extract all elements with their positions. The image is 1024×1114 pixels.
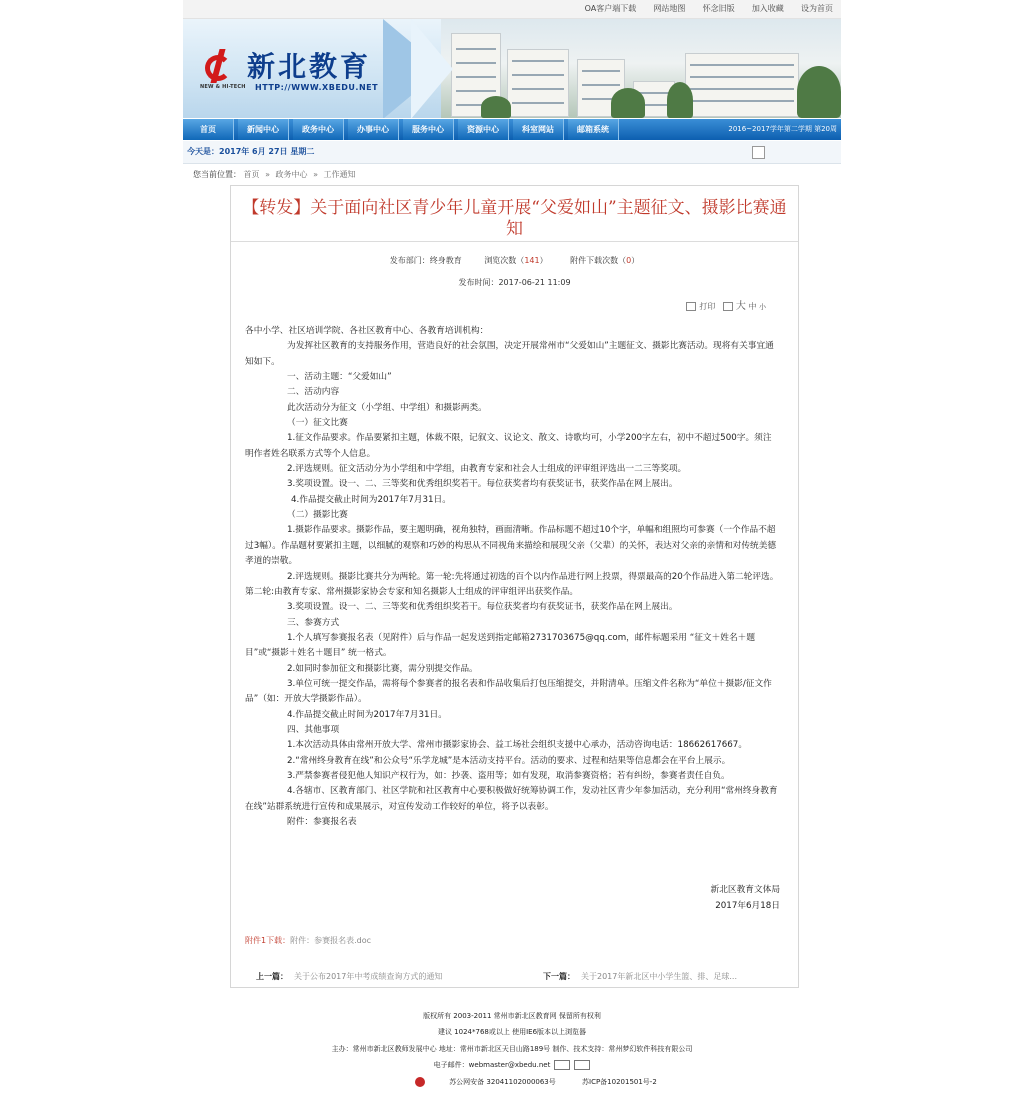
- footer-sponsor: 主办：常州市新北区教师发展中心 地址：常州市新北区天目山路189号 制作、技术支持：常州梦幻软件科技有限公司: [331, 1044, 693, 1053]
- paragraph: 1.摄影作品要求。摄影作品，要主题明确，视角独特，画面清晰。作品标题不超过10个字，单幅和组照均可参赛（一个作品不超过3幅）。作品题材要紧扣主题，以细腻的观察和巧妙的构思从不同视角来描绘和展现父亲（父辈）的关怀，表达对父亲的亲情和对传统美德孝道的崇敬。: [245, 525, 777, 567]
- paragraph: 3.严禁参赛者侵犯他人知识产权行为，如：抄袭、盗用等；如有发现，取消参赛资格；若有纠纷，参赛者责任自负。: [287, 770, 730, 781]
- nav-service-center[interactable]: 服务中心: [403, 119, 454, 140]
- paragraph: 2.评选规则。征文活动分为小学组和中学组，由教育专家和社会人士组成的评审组评选出一二三等奖项。: [287, 464, 687, 475]
- paragraph: 一、活动主题：“父爱如山”: [287, 372, 392, 383]
- next-article-link[interactable]: 关于2017年新北区中小学生篮、排、足球...: [581, 972, 737, 981]
- toplink-oa-download[interactable]: OA客户端下载: [584, 4, 637, 13]
- nav-news[interactable]: 新闻中心: [238, 119, 289, 140]
- font-size-medium[interactable]: 中: [748, 302, 757, 311]
- nav-services-office[interactable]: 办事中心: [348, 119, 399, 140]
- breadcrumb-work-notice[interactable]: 工作通知: [323, 170, 356, 179]
- site-logo-title[interactable]: 新北教育: [247, 50, 372, 83]
- nav-department-sites[interactable]: 科室网站: [513, 119, 564, 140]
- printer-icon[interactable]: [686, 302, 696, 311]
- prev-article-link[interactable]: 关于公布2017年中考成绩查询方式的通知: [294, 972, 443, 981]
- today-date: 今天是：2017年 6月 27日 星期二: [187, 147, 315, 156]
- nav-resources[interactable]: 资源中心: [458, 119, 509, 140]
- campus-photo: [441, 19, 841, 118]
- paragraph: 1.本次活动具体由常州开放大学、常州市摄影家协会、益工场社会组织支援中心承办，活动咨询电话：18662617667。: [287, 740, 748, 751]
- paragraph: 3.奖项设置。设一、二、三等奖和优秀组织奖若干。每位获奖者均有获奖证书，获奖作品在网上展出。: [287, 602, 678, 613]
- footer-copyright: 版权所有 2003-2011 常州市新北区教育网 保留所有权利: [423, 1012, 601, 1020]
- top-links-bar: [183, 0, 841, 19]
- nav-mail-system[interactable]: 邮箱系统: [568, 119, 619, 140]
- paragraph: 各中小学、社区培训学院、各社区教育中心、各教育培训机构：: [245, 326, 489, 336]
- breadcrumb-label: 您当前位置：: [193, 170, 241, 179]
- logo-icon: [205, 49, 235, 89]
- prev-article: 上一篇： 关于公布2017年中考成绩查询方式的通知: [256, 972, 443, 981]
- toplink-add-favorite[interactable]: 加入收藏: [751, 4, 784, 13]
- article-title: 【转发】关于面向社区青少年儿童开展“父爱如山”主题征文、摄影比赛通知: [242, 198, 787, 239]
- main-nav: [183, 119, 841, 140]
- stats-badge-icon[interactable]: [574, 1060, 590, 1070]
- font-size-small[interactable]: 小: [759, 303, 766, 311]
- footer-email-row: [0, 1057, 1024, 1073]
- attachment: [245, 935, 371, 946]
- paragraph: 2.如同时参加征文和摄影比赛，需分别提交作品。: [287, 663, 478, 674]
- police-badge-icon: [415, 1077, 425, 1087]
- footer: [0, 1008, 1024, 1090]
- date-bar: [183, 141, 841, 164]
- chevron-right-icon: »: [265, 170, 270, 179]
- logo-subtitle: NEW & HI-TECH: [200, 84, 246, 90]
- publish-time: 发布时间：2017-06-21 11:09: [458, 278, 571, 287]
- view-count: 浏览次数（141）: [484, 256, 548, 265]
- header-banner: [183, 19, 841, 118]
- police-record-link[interactable]: 苏公网安备 32041102000063号: [449, 1077, 556, 1086]
- publish-department: 发布部门：终身教育: [389, 256, 462, 265]
- print-button[interactable]: 打印: [699, 302, 716, 311]
- chevron-right-icon: »: [313, 170, 318, 179]
- nav-government[interactable]: 政务中心: [293, 119, 344, 140]
- paragraph: 4.作品提交截止时间为2017年7月31日。: [287, 709, 447, 720]
- paragraph: 1.个人填写参赛报名表（见附件）后与作品一起发送到指定邮箱2731703675@qq.com，邮件标题采用 “征文＋姓名＋题目”或“摄影＋姓名＋题目” 统一格式。: [245, 632, 756, 659]
- font-size-icon: [723, 302, 733, 311]
- paragraph: （二）摄影比赛: [287, 510, 348, 521]
- paragraph: 3.奖项设置。设一、二、三等奖和优秀组织奖若干。每位获奖者均有获奖证书，获奖作品在网上展出。: [287, 479, 678, 490]
- nav-home[interactable]: 首页: [183, 119, 234, 140]
- signature: [711, 883, 781, 914]
- paragraph: 二、活动内容: [287, 387, 340, 398]
- breadcrumb-home[interactable]: 首页: [243, 170, 260, 179]
- paragraph: 3.单位可统一提交作品，需将每个参赛者的报名表和作品收集后打包压缩提交，并附清单。压缩文件名称为“单位＋摄影/征文作品”（如：开放大学摄影作品）。: [245, 678, 772, 705]
- article-body: [245, 324, 780, 830]
- article-tools: [686, 297, 766, 312]
- paragraph: 4.各辖市、区教育部门、社区学院和社区教育中心要积极做好统筹协调工作，发动社区青少年参加活动，充分利用“常州终身教育在线”站群系统进行宣传和成果展示，对宣传发动工作较好的单位，将予以表彰。: [245, 786, 778, 812]
- article-panel: [230, 185, 799, 988]
- paragraph: 附件：参赛报名表: [287, 817, 357, 827]
- article-meta: [231, 255, 798, 266]
- school-term: 2016~2017学年第二学期 第20周: [728, 125, 837, 133]
- breadcrumb: [193, 169, 356, 180]
- toplink-old-version[interactable]: 怀念旧版: [702, 4, 735, 13]
- paragraph: 三、参赛方式: [287, 617, 340, 628]
- font-size-large[interactable]: 大: [735, 301, 746, 312]
- paragraph: 1.征文作品要求。作品要紧扣主题，体裁不限，记叙文、议论文、散文、诗歌均可，小学200字左右，初中不超过500字。须注明作者姓名联系方式等个人信息。: [245, 433, 772, 459]
- paragraph: 2.评选规则。摄影比赛共分为两轮。第一轮:先将通过初选的百个以内作品进行网上投票，得票最高的20个作品进入第二轮评选。第二轮:由教育专家、常州摄影家协会专家和知名摄影人士组成的评审组评出获奖作品。: [245, 571, 779, 597]
- attachment-link[interactable]: 附件：参赛报名表.doc: [290, 936, 372, 945]
- site-logo-url: HTTP://WWW.XBEDU.NET: [255, 83, 379, 92]
- footer-browser-tip: 建议 1024*768或以上 使用IE6版本以上浏览器: [437, 1028, 587, 1037]
- footer-registration: [0, 1074, 1024, 1090]
- next-article: 下一篇： 关于2017年新北区中小学生篮、排、足球...: [543, 972, 737, 981]
- signature-org: 新北区教育文体局: [710, 885, 780, 895]
- toplink-set-homepage[interactable]: 设为首页: [801, 4, 833, 13]
- attachment-label: 附件1下载：: [245, 936, 291, 945]
- footer-email: 电子邮件：webmaster@xbedu.net: [433, 1061, 551, 1070]
- paragraph: 2.“常州终身教育在线”和公众号“乐学龙城”是本活动支持平台。活动的要求、过程和结果等信息都会在平台上展示。: [287, 755, 731, 766]
- breadcrumb-government[interactable]: 政务中心: [275, 170, 308, 179]
- title-divider: [231, 241, 798, 242]
- search-box[interactable]: [752, 146, 765, 159]
- cnzz-badge-icon[interactable]: [554, 1060, 570, 1070]
- toplink-sitemap[interactable]: 网站地图: [653, 4, 686, 13]
- icp-record-link[interactable]: 苏ICP备10201501号-2: [582, 1077, 657, 1086]
- paragraph: 四、其他事项: [287, 724, 340, 735]
- signature-date: 2017年6月18日: [715, 900, 780, 911]
- paragraph: 4.作品提交截止时间为2017年7月31日。: [291, 494, 451, 505]
- download-count: 附件下载次数（0）: [570, 256, 640, 265]
- paragraph: （一）征文比赛: [287, 418, 348, 429]
- paragraph: 为发挥社区教育的支持服务作用，营造良好的社会氛围，决定开展常州市“父爱如山”主题征文、摄影比赛活动。现将有关事宜通知如下。: [245, 341, 774, 367]
- paragraph: 此次活动分为征文（小学组、中学组）和摄影两类。: [287, 402, 487, 413]
